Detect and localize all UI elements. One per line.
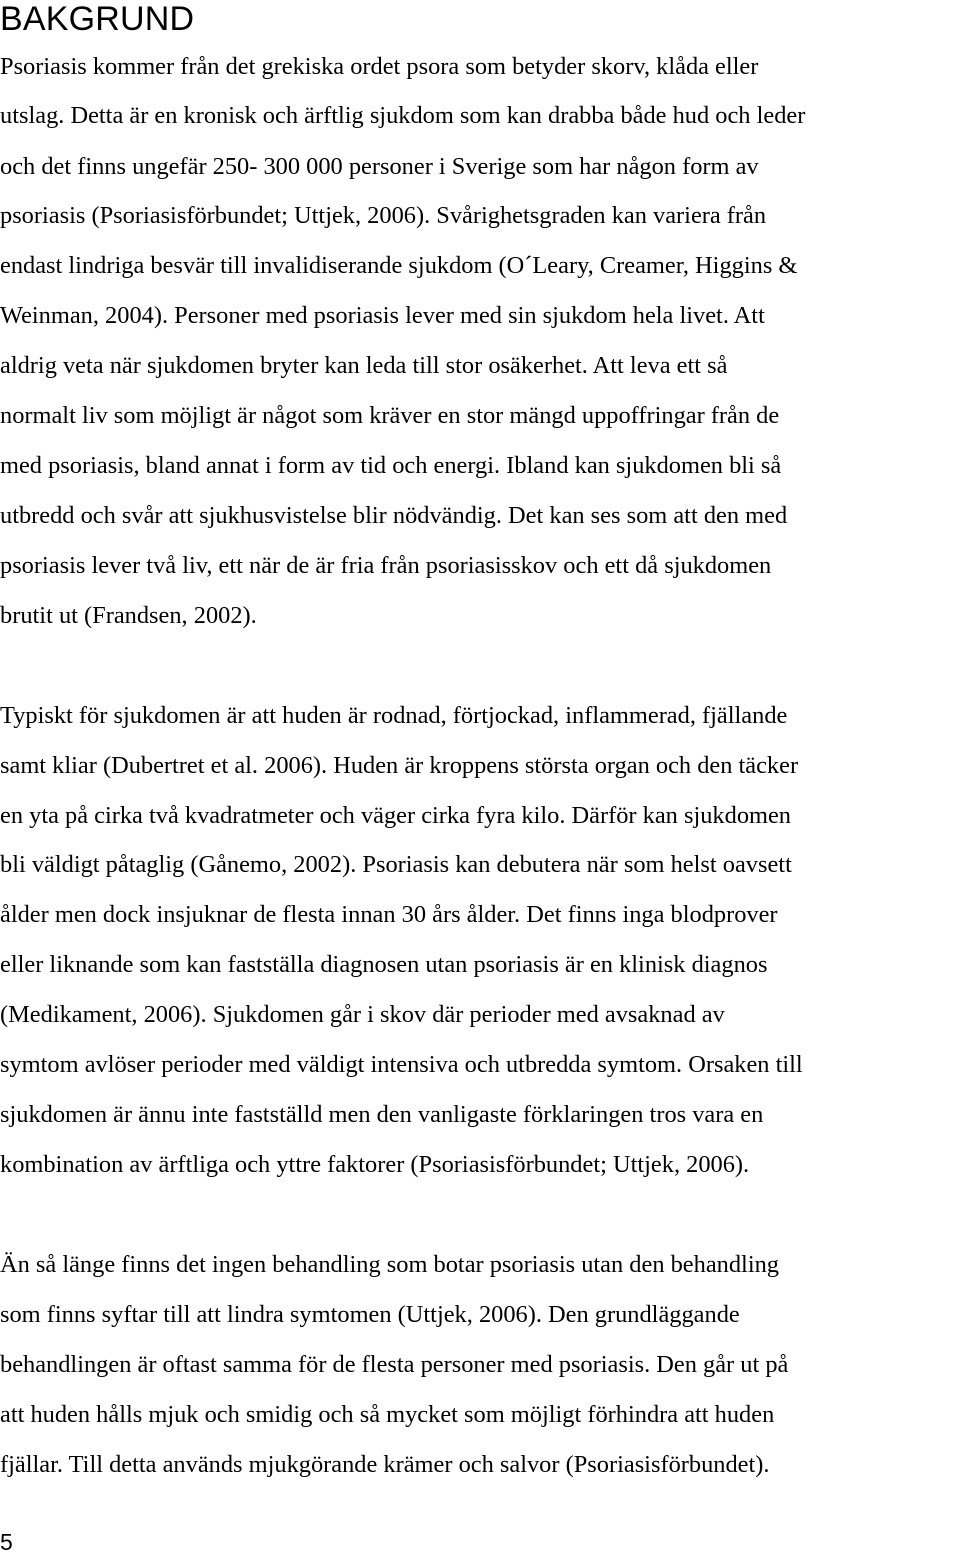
text-line: som finns syftar till att lindra symtomen (Uttjek, 2006). Den grundläggande xyxy=(0,1301,740,1328)
text-line: Typiskt för sjukdomen är att huden är rodnad, förtjockad, inflammerad, fjällande xyxy=(0,702,788,729)
text-line: eller liknande som kan fastställa diagnosen utan psoriasis är en klinisk diagnos xyxy=(0,951,768,978)
text-line: och det finns ungefär 250- 300 000 personer i Sverige som har någon form av xyxy=(0,153,759,180)
text-line: endast lindriga besvär till invalidiserande sjukdom (O´Leary, Creamer, Higgins & xyxy=(0,252,798,279)
text-line: symtom avlöser perioder med väldigt intensiva och utbredda symtom. Orsaken till xyxy=(0,1051,803,1078)
text-line: kombination av ärftliga och yttre faktorer (Psoriasisförbundet; Uttjek, 2006). xyxy=(0,1151,750,1178)
text-line: sjukdomen är ännu inte fastställd men den vanligaste förklaringen tros vara en xyxy=(0,1101,764,1128)
text-line: samt kliar (Dubertret et al. 2006). Huden är kroppens största organ och den täcker xyxy=(0,752,799,779)
text-line: Psoriasis kommer från det grekiska ordet psora som betyder skorv, klåda eller xyxy=(0,53,759,80)
text-line: (Medikament, 2006). Sjukdomen går i skov där perioder med avsaknad av xyxy=(0,1001,725,1028)
text-line: att huden hålls mjuk och smidig och så mycket som möjligt förhindra att huden xyxy=(0,1401,775,1428)
text-line: psoriasis (Psoriasisförbundet; Uttjek, 2006). Svårighetsgraden kan variera från xyxy=(0,202,767,229)
text-line: ålder men dock insjuknar de flesta innan 30 års ålder. Det finns inga blodprover xyxy=(0,901,778,928)
text-line: utbredd och svår att sjukhusvistelse blir nödvändig. Det kan ses som att den med xyxy=(0,502,788,529)
text-line: brutit ut (Frandsen, 2002). xyxy=(0,602,257,629)
text-line: en yta på cirka två kvadratmeter och väger cirka fyra kilo. Därför kan sjukdomen xyxy=(0,802,792,829)
text-line: fjällar. Till detta används mjukgörande krämer och salvor (Psoriasisförbundet). xyxy=(0,1451,770,1478)
text-line: psoriasis lever två liv, ett när de är fria från psoriasisskov och ett då sjukdomen xyxy=(0,552,772,579)
text-line: bli väldigt påtaglig (Gånemo, 2002). Psoriasis kan debutera när som helst oavsett xyxy=(0,851,792,878)
page-number: 5 xyxy=(0,1529,13,1555)
text-line: normalt liv som möjligt är något som kräver en stor mängd uppoffringar från de xyxy=(0,402,780,429)
text-line: aldrig veta när sjukdomen bryter kan leda till stor osäkerhet. Att leva ett så xyxy=(0,352,728,379)
text-line: utslag. Detta är en kronisk och ärftlig sjukdom som kan drabba både hud och leder xyxy=(0,102,806,129)
text-line: Än så länge finns det ingen behandling som botar psoriasis utan den behandling xyxy=(0,1251,779,1278)
text-line: Weinman, 2004). Personer med psoriasis lever med sin sjukdom hela livet. Att xyxy=(0,302,765,329)
text-line: med psoriasis, bland annat i form av tid och energi. Ibland kan sjukdomen bli så xyxy=(0,452,782,479)
text-line: behandlingen är oftast samma för de flesta personer med psoriasis. Den går ut på xyxy=(0,1351,789,1378)
section-heading: BAKGRUND xyxy=(0,0,195,38)
